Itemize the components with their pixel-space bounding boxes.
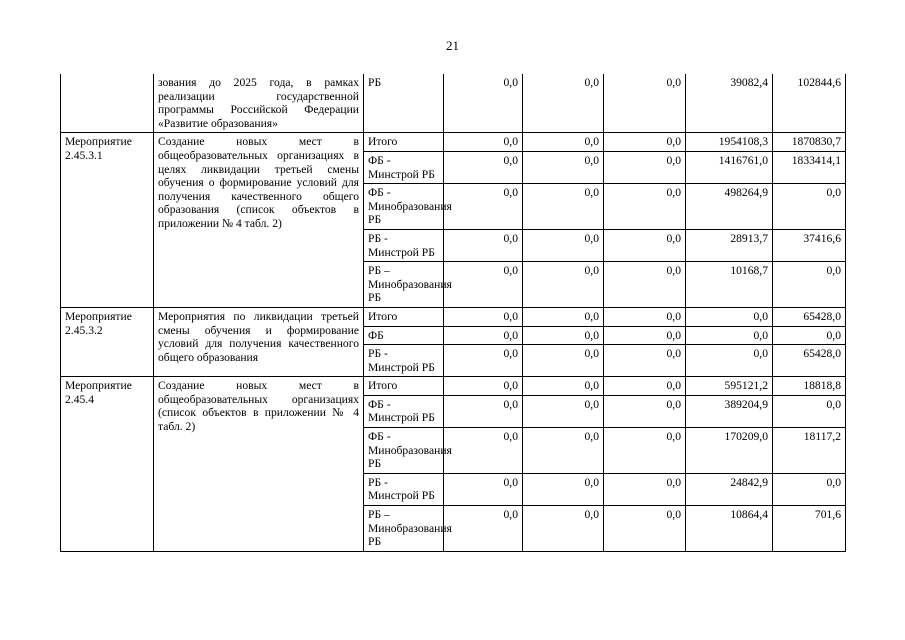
amount-cell: 0,0 [444, 395, 523, 427]
amount-cell: 0,0 [444, 326, 523, 345]
amount-cell: 1416761,0 [686, 151, 773, 183]
amount-cell: 0,0 [523, 74, 604, 133]
amount-cell: 0,0 [444, 262, 523, 308]
amount-cell: 0,0 [523, 473, 604, 505]
amount-cell: 1833414,1 [773, 151, 846, 183]
amount-cell: 18818,8 [773, 377, 846, 396]
funding-source: РБ – Минобразования РБ [364, 262, 444, 308]
table-row [61, 377, 846, 396]
amount-cell: 65428,0 [773, 345, 846, 377]
amount-cell: 39082,4 [686, 74, 773, 133]
amount-cell: 10864,4 [686, 506, 773, 552]
amount-cell: 0,0 [523, 151, 604, 183]
amount-cell: 0,0 [523, 262, 604, 308]
amount-cell: 0,0 [604, 506, 686, 552]
funding-source: ФБ - Минобразования РБ [364, 184, 444, 230]
funding-source: РБ – Минобразования РБ [364, 506, 444, 552]
amount-cell: 0,0 [604, 262, 686, 308]
amount-cell: 0,0 [444, 506, 523, 552]
amount-cell: 1954108,3 [686, 133, 773, 152]
funding-source: ФБ - Минстрой РБ [364, 395, 444, 427]
amount-cell: 0,0 [444, 229, 523, 261]
amount-cell: 170209,0 [686, 428, 773, 474]
amount-cell: 595121,2 [686, 377, 773, 396]
activity-code [61, 74, 154, 133]
table-row [61, 307, 846, 326]
amount-cell: 0,0 [523, 307, 604, 326]
amount-cell: 0,0 [523, 326, 604, 345]
amount-cell: 0,0 [604, 326, 686, 345]
funding-source: РБ - Минстрой РБ [364, 345, 444, 377]
amount-cell: 0,0 [523, 133, 604, 152]
activity-description: Создание новых мест в общеобразовательных организациях в целях ликвидации третьей смены обучения о формирование условий для получения качественного общего образования (список объектов в приложении № 4 табл. 2) [154, 133, 364, 308]
amount-cell: 0,0 [773, 326, 846, 345]
amount-cell: 0,0 [523, 229, 604, 261]
amount-cell: 0,0 [604, 307, 686, 326]
amount-cell: 0,0 [444, 133, 523, 152]
amount-cell: 0,0 [444, 151, 523, 183]
amount-cell: 0,0 [773, 262, 846, 308]
funding-source: РБ - Минстрой РБ [364, 229, 444, 261]
amount-cell: 37416,6 [773, 229, 846, 261]
amount-cell: 0,0 [604, 151, 686, 183]
funding-source: Итого [364, 307, 444, 326]
funding-source: Итого [364, 377, 444, 396]
table-row [61, 74, 846, 133]
amount-cell: 0,0 [604, 473, 686, 505]
amount-cell: 0,0 [523, 345, 604, 377]
amount-cell: 0,0 [773, 473, 846, 505]
activity-description: Мероприятия по ликвидации третьей смены обучения и формирование условий для получения качественного общего образования [154, 307, 364, 376]
amount-cell: 0,0 [773, 395, 846, 427]
amount-cell: 0,0 [604, 395, 686, 427]
amount-cell: 0,0 [444, 307, 523, 326]
funding-source: РБ - Минстрой РБ [364, 473, 444, 505]
amount-cell: 65428,0 [773, 307, 846, 326]
amount-cell: 0,0 [604, 184, 686, 230]
funding-source: Итого [364, 133, 444, 152]
amount-cell: 701,6 [773, 506, 846, 552]
activity-code: Мероприятие 2.45.3.2 [61, 307, 154, 376]
amount-cell: 24842,9 [686, 473, 773, 505]
page-number: 21 [446, 38, 459, 53]
activity-code: Мероприятие 2.45.3.1 [61, 133, 154, 308]
activity-code: Мероприятие 2.45.4 [61, 377, 154, 552]
amount-cell: 28913,7 [686, 229, 773, 261]
amount-cell: 18117,2 [773, 428, 846, 474]
budget-table [60, 74, 846, 552]
amount-cell: 0,0 [604, 133, 686, 152]
amount-cell: 0,0 [523, 428, 604, 474]
amount-cell: 1870830,7 [773, 133, 846, 152]
amount-cell: 0,0 [604, 345, 686, 377]
amount-cell: 0,0 [686, 345, 773, 377]
amount-cell: 498264,9 [686, 184, 773, 230]
activity-description: зования до 2025 года, в рамках реализации государственной программы Российской Федерации «Развитие образования» [154, 74, 364, 133]
amount-cell: 0,0 [523, 506, 604, 552]
amount-cell: 0,0 [523, 377, 604, 396]
funding-source: РБ [364, 74, 444, 133]
amount-cell: 0,0 [444, 428, 523, 474]
amount-cell: 0,0 [686, 326, 773, 345]
table-row [61, 133, 846, 152]
amount-cell: 0,0 [444, 345, 523, 377]
amount-cell: 0,0 [773, 184, 846, 230]
amount-cell: 10168,7 [686, 262, 773, 308]
amount-cell: 0,0 [444, 184, 523, 230]
amount-cell: 0,0 [604, 377, 686, 396]
funding-source: ФБ - Минобразования РБ [364, 428, 444, 474]
amount-cell: 0,0 [444, 377, 523, 396]
amount-cell: 0,0 [523, 184, 604, 230]
amount-cell: 0,0 [604, 229, 686, 261]
amount-cell: 0,0 [604, 74, 686, 133]
funding-source: ФБ [364, 326, 444, 345]
amount-cell: 0,0 [604, 428, 686, 474]
funding-source: ФБ - Минстрой РБ [364, 151, 444, 183]
amount-cell: 0,0 [686, 307, 773, 326]
amount-cell: 102844,6 [773, 74, 846, 133]
amount-cell: 0,0 [523, 395, 604, 427]
amount-cell: 0,0 [444, 74, 523, 133]
amount-cell: 0,0 [444, 473, 523, 505]
activity-description: Создание новых мест в общеобразовательных организациях (список объектов в приложении № 4 табл. 2) [154, 377, 364, 552]
amount-cell: 389204,9 [686, 395, 773, 427]
